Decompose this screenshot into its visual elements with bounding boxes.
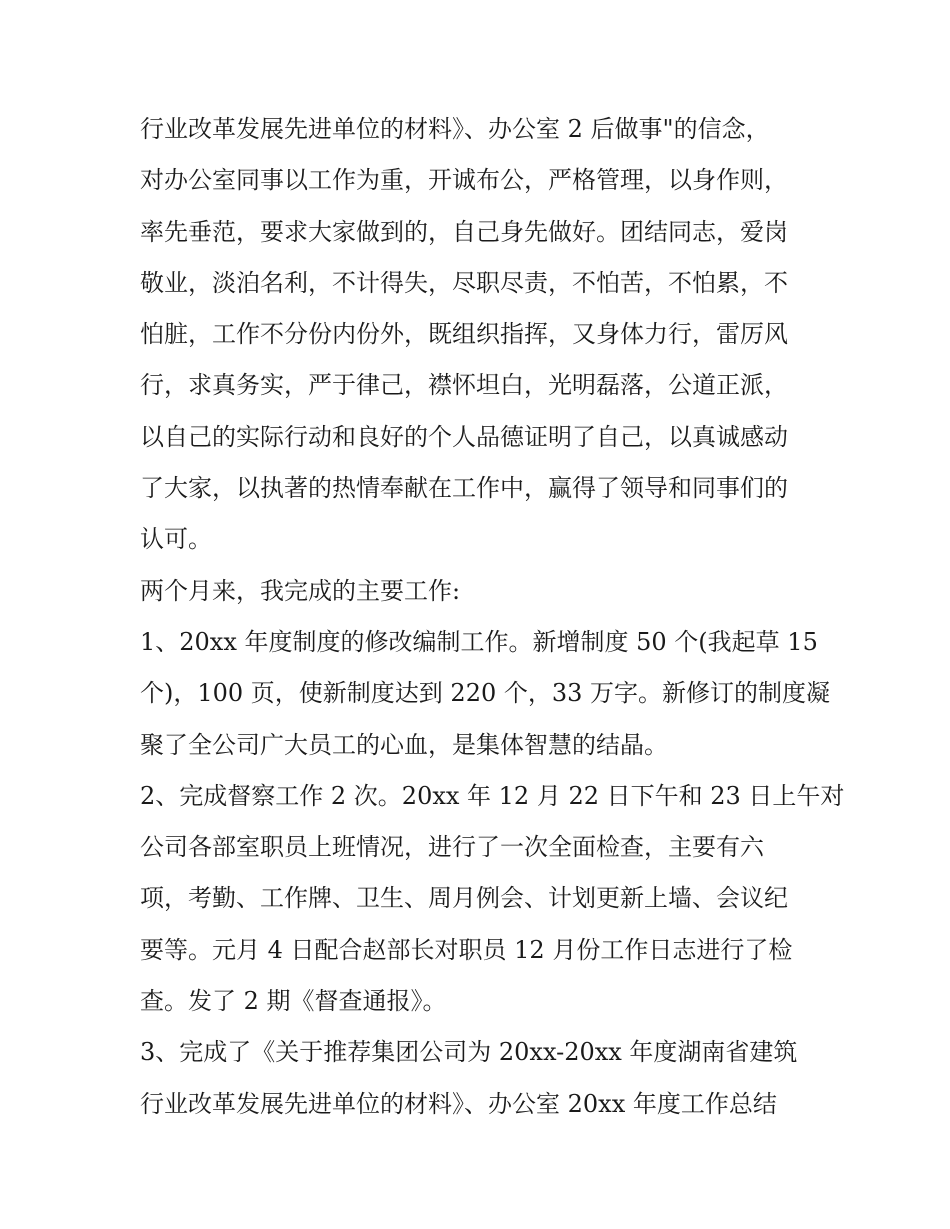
document-body (140, 104, 845, 1130)
text-line-3: 率先垂范，要求大家做到的，自己身先做好。团结同志，爱岗 (140, 217, 788, 246)
text-line-11: 1、20xx 年度制度的修改编制工作。新增制度 50 个(我起草 15 (140, 627, 818, 656)
text-line-6: 行，求真务实，严于律己，襟怀坦白，光明磊落，公道正派， (140, 371, 788, 400)
text-line-16: 项，考勤、工作牌、卫生、周月例会、计划更新上墙、会议纪 (140, 884, 788, 913)
text-line-2: 对办公室同事以工作为重，开诚布公，严格管理，以身作则， (140, 166, 788, 195)
text-line-1: 行业改革发展先进单位的材料》、办公室 2 后做事"的信念， (140, 115, 770, 143)
text-line-18: 查。发了 2 期《督查通报》。 (140, 987, 447, 1016)
text-line-4: 敬业，淡泊名利，不计得失，尽职尽责，不怕苦，不怕累，不 (140, 268, 788, 297)
text-line-19: 3、完成了《关于推荐集团公司为 20xx-20xx 年度湖南省建筑 (140, 1038, 798, 1067)
text-line-12: 个)，100 页，使新制度达到 220 个，33 万字。新修订的制度凝 (140, 679, 831, 708)
text-line-8: 了大家，以执著的热情奉献在工作中，赢得了领导和同事们的 (140, 474, 788, 503)
text-line-10: 两个月来，我完成的主要工作: (140, 576, 461, 605)
text-line-9: 认可。 (140, 525, 212, 554)
text-line-7: 以自己的实际行动和良好的个人品德证明了自己，以真诚感动 (140, 422, 788, 451)
text-line-5: 怕脏，工作不分份内份外，既组织指挥，又身体力行，雷厉风 (140, 320, 788, 349)
text-line-15: 公司各部室职员上班情况，进行了一次全面检查，主要有六 (140, 833, 764, 862)
text-line-20: 行业改革发展先进单位的材料》、办公室 20xx 年度工作总结 (140, 1089, 777, 1118)
text-line-13: 聚了全公司广大员工的心血，是集体智慧的结晶。 (140, 730, 668, 759)
text-line-14: 2、完成督察工作 2 次。20xx 年 12 月 22 日下午和 23 日上午对 (140, 781, 845, 810)
text-line-17: 要等。元月 4 日配合赵部长对职员 12 月份工作日志进行了检 (140, 935, 793, 964)
